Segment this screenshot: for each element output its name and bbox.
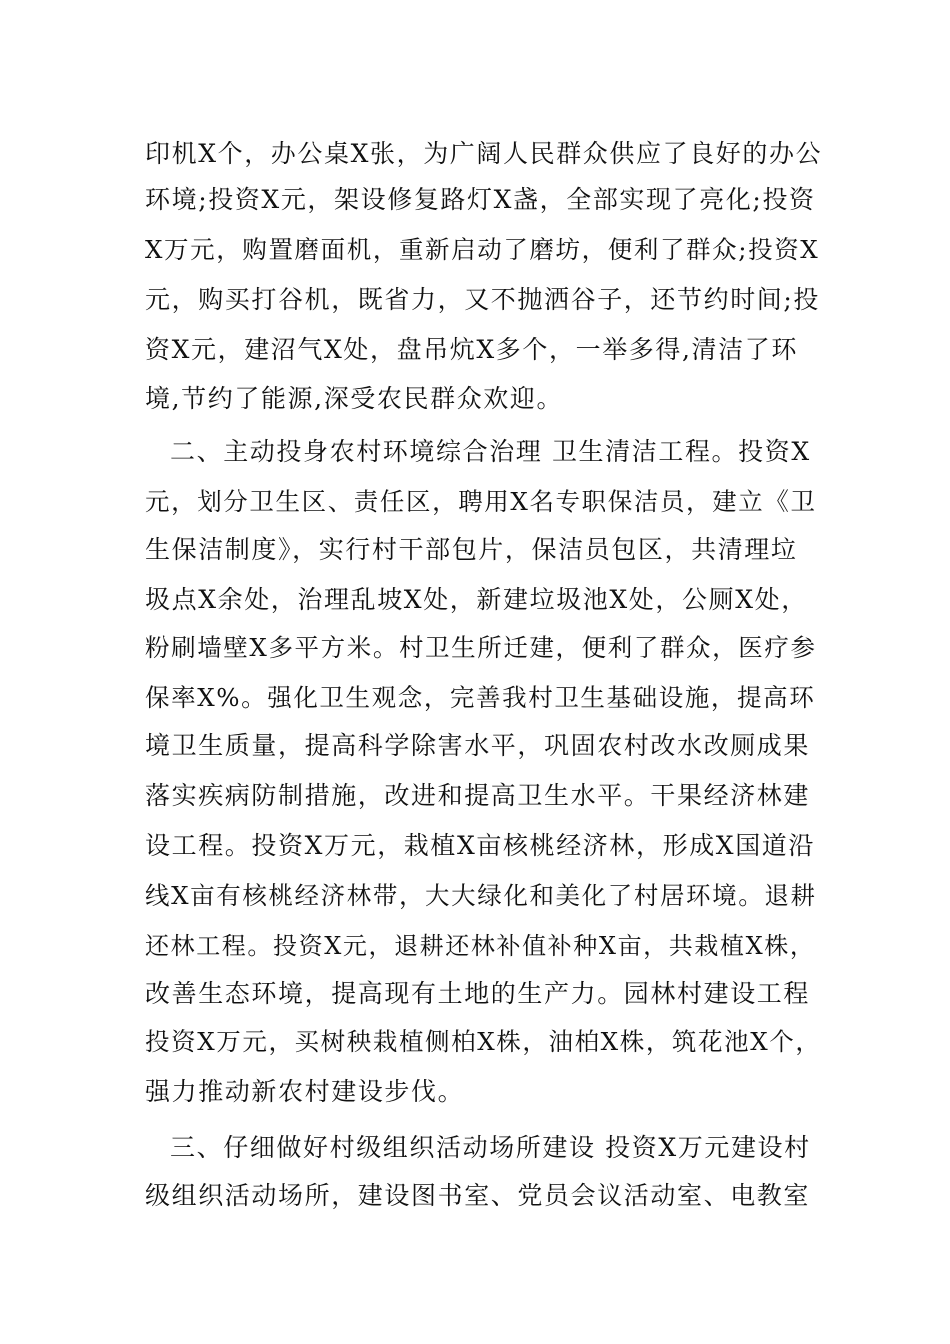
text-line: 境卫生质量，提高科学除害水平，巩固农村改水改厕成果 <box>145 731 811 760</box>
text-line: 元，购买打谷机，既省力，又不抛洒谷子，还节约时间;投 <box>145 285 821 314</box>
text-line: 粉刷墙壁X多平方米。村卫生所迁建，便利了群众，医疗参 <box>145 633 817 662</box>
text-line: 生保洁制度》，实行村干部包片，保洁员包区，共清理垃 <box>145 535 798 564</box>
text-line: 资X元，建沼气X处，盘吊炕X多个，一举多得,清洁了环 <box>145 335 798 364</box>
text-line: 级组织活动场所，建设图书室、党员会议活动室、电教室 <box>145 1181 811 1210</box>
text-line: 环境;投资X元，架设修复路灯X盏，全部实现了亮化;投资 <box>145 185 816 214</box>
text-line: 境,节约了能源,深受农民群众欢迎。 <box>145 384 564 413</box>
text-line: 元，划分卫生区、责任区，聘用X名专职保洁员，建立《卫 <box>145 487 817 516</box>
text-line: 印机X个，办公桌X张，为广阔人民群众供应了良好的办公 <box>145 139 823 168</box>
text-line: 还林工程。投资X元，退耕还林补值补种X亩，共栽植X株， <box>145 932 816 960</box>
text-line: 改善生态环境，提高现有土地的生产力。园林村建设工程 <box>145 979 811 1008</box>
text-line: 落实疾病防制措施，改进和提高卫生水平。干果经济林建 <box>145 781 811 810</box>
section-heading-paragraph: 三、仔细做好村级组织活动场所建设 投资X万元建设村 <box>170 1133 811 1162</box>
text-line: 圾点X余处，治理乱坡X处，新建垃圾池X处，公厕X处， <box>145 585 808 614</box>
text-line: 线X亩有核桃经济林带，大大绿化和美化了村居环境。退耕 <box>145 881 817 910</box>
text-line: 设工程。投资X万元，栽植X亩核桃经济林，形成X国道沿 <box>145 831 815 860</box>
text-line: 投资X万元，买树秧栽植侧柏X株，油柏X株，筑花池X个， <box>145 1027 822 1056</box>
section-heading-paragraph: 二、主动投身农村环境综合治理 卫生清洁工程。投资X <box>170 437 811 466</box>
text-line: 保率X%。强化卫生观念，完善我村卫生基础设施，提高环 <box>145 683 816 712</box>
text-line: X万元，购置磨面机，重新启动了磨坊，便利了群众;投资X <box>145 235 820 264</box>
text-line: 强力推动新农村建设步伐。 <box>145 1077 465 1106</box>
